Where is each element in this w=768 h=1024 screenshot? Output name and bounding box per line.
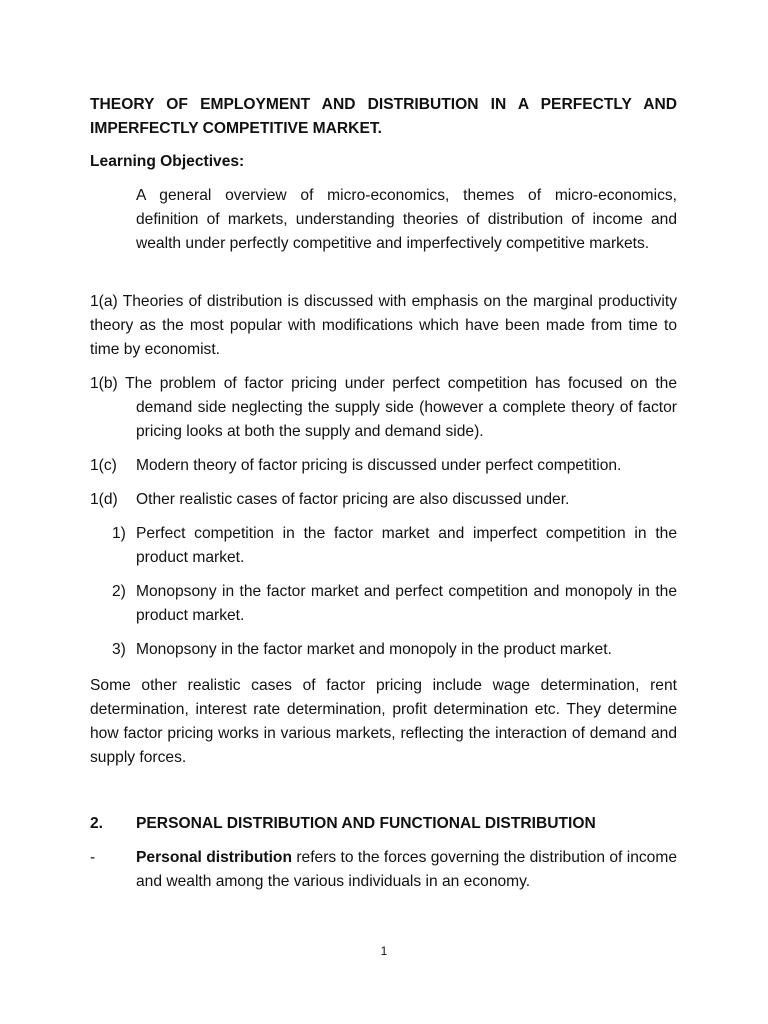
section-2-number: 2. [90,815,104,832]
paragraph-1b-first-line: 1(b) The problem of factor pricing under perfect competition has focused on the [90,375,677,392]
section-2-heading [90,812,677,836]
bullet-text [136,846,677,894]
paragraph-1c [90,454,677,478]
personal-distribution-bullet [90,846,677,894]
paragraph-1b [90,372,677,444]
other-cases-paragraph: Some other realistic cases of factor pricing include wage determination, rent determination, interest rate determination, profit determination etc. They determine how factor pricing works in various markets, reflecting the interaction of demand and supply forces. [90,677,677,766]
section-2-title: PERSONAL DISTRIBUTION AND FUNCTIONAL DISTRIBUTION [136,815,596,832]
paragraph-1b-rest: demand side neglecting the supply side (however a complete theory of factor pricing looks at both the supply and demand side). [136,399,677,440]
paragraph-1d [90,488,677,512]
bullet-dash: - [90,849,96,866]
list-item-number: 3) [112,641,126,658]
list-item-text: Perfect competition in the factor market and imperfect competition in the product market. [136,525,677,566]
list-item-number: 2) [112,583,126,600]
list-item [90,522,677,570]
paragraph-1d-label: 1(d) [90,491,118,508]
paragraph-1d-text: Other realistic cases of factor pricing are also discussed under. [136,491,570,508]
list-item-number: 1) [112,525,126,542]
list-item-text: Monopsony in the factor market and monopoly in the product market. [136,641,612,658]
paragraph-1a: 1(a) Theories of distribution is discussed with emphasis on the marginal productivity theory as the most popular with modifications which have been made from time to time by economist. [90,293,677,358]
paragraph-1c-text: Modern theory of factor pricing is discussed under perfect competition. [136,457,622,474]
learning-objectives-heading: Learning Objectives: [90,153,245,170]
paragraph-1c-label: 1(c) [90,457,117,474]
list-item [90,638,677,662]
page-number: 1 [380,944,388,958]
document-title: THEORY OF EMPLOYMENT AND DISTRIBUTION IN A PERFECTLY AND IMPERFECTLY COMPETITIVE MARKET. [90,96,677,137]
bullet-definition: refers to the forces governing the distribution of income and wealth among the various individuals in an economy. [136,849,678,890]
list-item [90,580,677,628]
learning-objectives-body: A general overview of micro-economics, themes of micro-economics, definition of markets, understanding theories of distribution of income and wealth under perfectly competitive and imperfectively competitive markets. [136,187,677,252]
bullet-term: Personal distribution [136,849,292,866]
list-item-text: Monopsony in the factor market and perfect competition and monopoly in the product market. [136,583,677,624]
